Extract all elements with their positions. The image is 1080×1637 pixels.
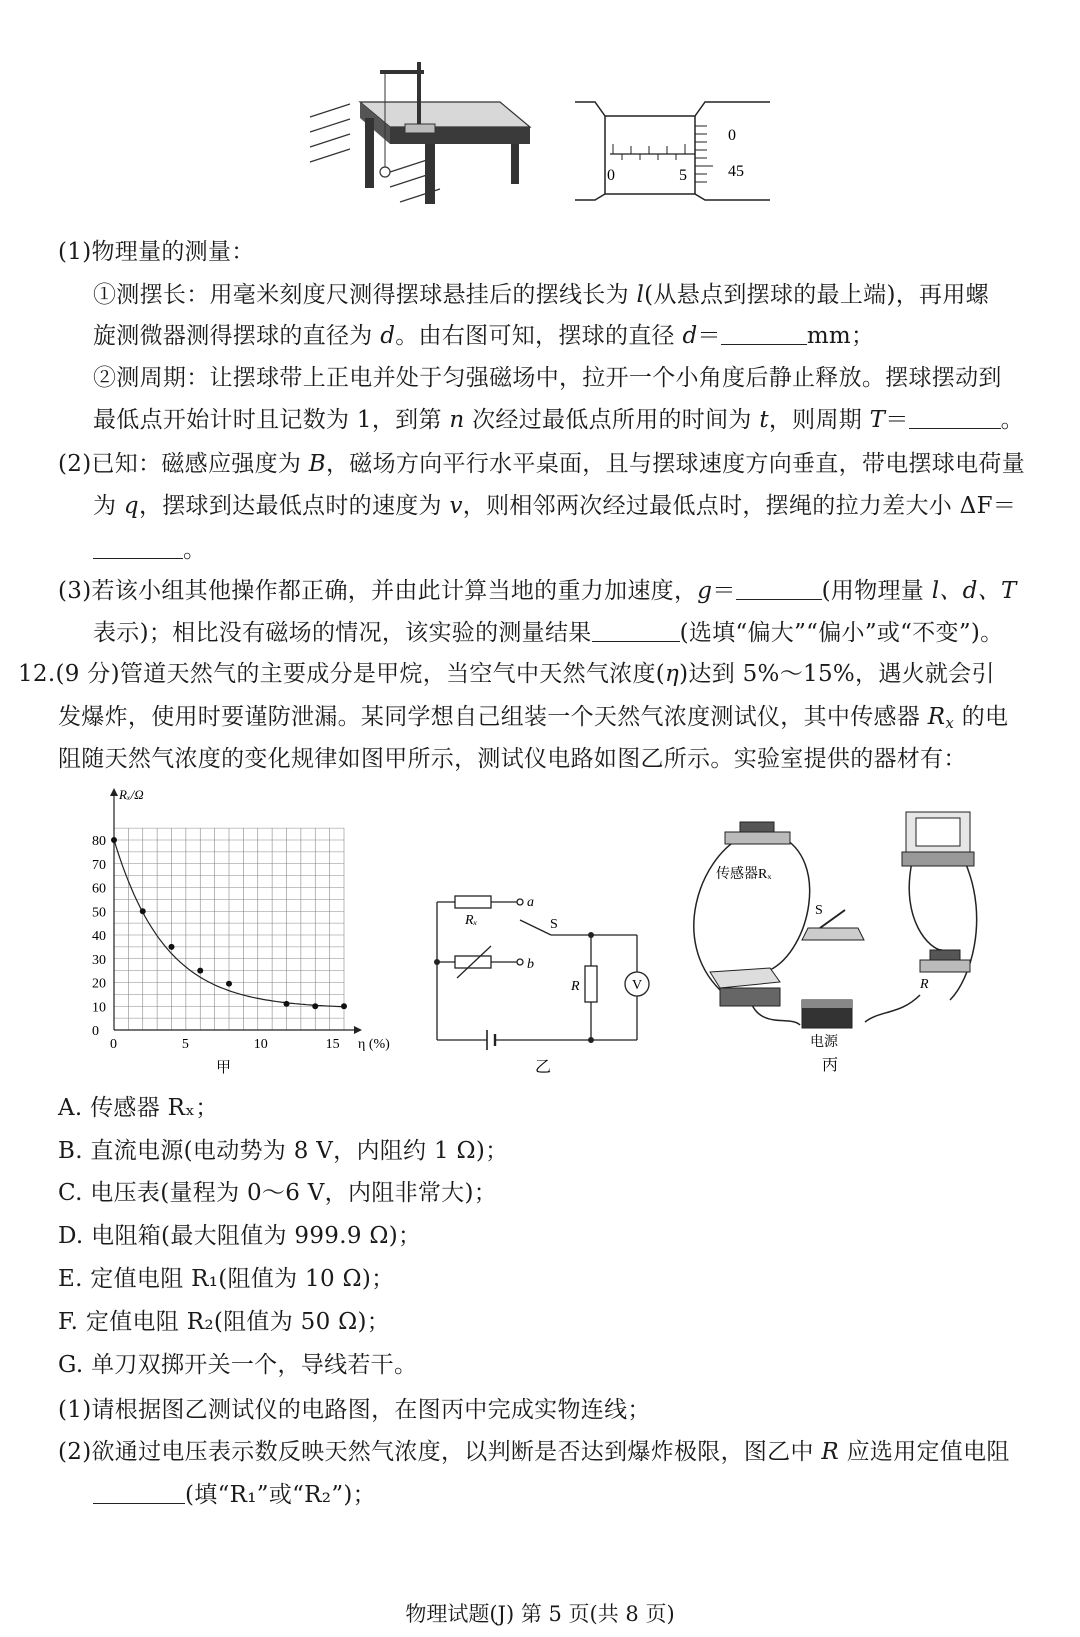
answer-blank-force-diff[interactable] [93,536,183,559]
y-tick-label: 20 [92,976,106,992]
q12-line2: 发爆炸，使用时要谨防泄漏。某同学想自己组装一个天然气浓度测试仪，其中传感器 $R_x$ 的电 [58,704,1009,732]
x-axis-label: η (%) [358,1037,390,1052]
q11-part2-line2: 为 q，摆球到达最低点时的速度为 v，则相邻两次经过最低点时，摆绳的拉力差大小 ΔF＝ [93,493,1017,519]
bing-r-resistor [920,950,970,972]
answer-blank-result[interactable] [592,619,680,642]
yi-label-s: S [550,917,558,932]
y-tick-label: 10 [92,1000,106,1016]
x-axis-arrow [354,1026,362,1034]
yi-r-resistor [585,966,597,1002]
q11-part1-a-line1: ①测摆长：用毫米刻度尺测得摆球悬挂后的摆线长为 l(从悬点到摆球的最上端)，再用螺 [93,282,989,308]
bing-caption: 丙 [822,1057,839,1074]
chart-jia [82,785,412,1085]
yi-label-b: b [527,957,534,972]
data-point [284,1001,290,1007]
q11-part1-head: (1)物理量的测量： [58,239,255,265]
data-point [312,1003,318,1009]
q12-sub2-line1: (2)欲通过电压表示数反映天然气浓度，以判断是否达到爆炸极限，图乙中 R 应选用定值电阻 [58,1439,1010,1465]
yi-label-rx: Rₓ [465,913,478,928]
q12-sub2-line2: (填“R₁”或“R₂”)； [93,1480,376,1510]
yi-rheostat [455,956,491,968]
bing-switch [802,910,864,940]
data-point [169,944,175,950]
yi-rx-resistor [455,896,491,908]
micrometer-scale-5: 5 [679,167,687,184]
q12-option-d: D. 电阻箱(最大阻值为 999.9 Ω)； [58,1223,422,1249]
y-tick-label: 50 [92,905,106,921]
y-tick-label: 80 [92,834,106,849]
bing-label-s: S [815,903,823,918]
bing-resistance-box [710,968,780,1006]
micrometer-thimble-0: 0 [728,127,736,144]
q12-option-g: G. 单刀双掷开关一个，导线若干。 [58,1352,418,1378]
bing-label-r: R [920,977,929,992]
micrometer-thimble-45: 45 [728,163,744,180]
y-tick-label: 30 [92,952,106,968]
x-tick-label: 0 [110,1037,117,1052]
answer-blank-period[interactable] [909,406,1001,429]
y-tick-label: 0 [92,1024,99,1039]
y-tick-label: 60 [92,881,106,897]
bing-voltmeter [902,812,974,866]
data-point [140,908,146,914]
q12-option-e: E. 定值电阻 R₁(阻值为 10 Ω)； [58,1266,395,1292]
q11-part2-line3: 。 [93,535,206,565]
circuit-yi [425,880,660,1080]
answer-blank-resistor-choice[interactable] [93,1481,185,1504]
pendulum-apparatus-figure [305,62,540,212]
q12-option-b: B. 直流电源(电动势为 8 V，内阻约 1 Ω)； [58,1138,509,1164]
chart-title: 甲 [216,1060,232,1076]
data-point [341,1003,347,1009]
q12-sub1: (1)请根据图乙测试仪的电路图，在图丙中完成实物连线； [58,1397,651,1423]
bing-label-sensor: 传感器Rₓ [716,867,772,882]
q11-part2-line1: (2)已知：磁感应强度为 B，磁场方向平行水平桌面，且与摆球速度方向垂直，带电摆球电荷量 [58,451,1025,477]
x-tick-label: 15 [325,1037,340,1052]
q12-line1: 12.(9 分)管道天然气的主要成分是甲烷，当空气中天然气浓度(η)达到 5%～15%，遇火就会引 [18,661,995,687]
page-footer: 物理试题(J) 第 5 页(共 8 页) [405,1602,675,1626]
yi-caption: 乙 [535,1059,552,1076]
circuit-bing [680,800,980,1085]
q11-part1-a-line2: 旋测微器测得摆球的直径为 d。由右图可知，摆球的直径 d＝ mm； [93,323,875,349]
q11-part3-line1: (3)若该小组其他操作都正确，并由此计算当地的重力加速度，g＝ (用物理量 l、d、T [58,578,1017,604]
yi-label-a: a [527,895,534,910]
bing-power [802,1000,852,1028]
yi-label-r: R [571,979,580,994]
data-point [226,981,232,987]
q11-part1-b-line2: 最低点开始计时且记数为 1，到第 n 次经过最低点所用的时间为 t，则周期 T＝ 。 [93,407,1024,433]
q12-option-f: F. 定值电阻 R₂(阻值为 50 Ω)； [58,1309,391,1335]
data-point [111,837,117,843]
q12-line3: 阻随天然气浓度的变化规律如图甲所示，测试仪电路如图乙所示。实验室提供的器材有： [58,746,967,772]
q11-part1-b-line1: ②测周期：让摆球带上正电并处于匀强磁场中，拉开一个小角度后静止释放。摆球摆动到 [93,365,1002,391]
y-tick-label: 70 [92,857,106,873]
yi-label-v: V [632,978,643,993]
bing-label-power: 电源 [810,1035,838,1050]
data-point [197,968,203,974]
q12-option-c: C. 电压表(量程为 0～6 V，内阻非常大)； [58,1180,498,1206]
y-axis-arrow [110,788,118,796]
x-tick-label: 5 [181,1037,189,1052]
micrometer-scale-0: 0 [607,167,615,184]
micrometer-figure [575,96,775,206]
q11-part3-line2: 表示)；相比没有磁场的情况，该实验的测量结果 (选填“偏大”“偏小”或“不变”)。 [93,620,1004,646]
bing-sensor [725,822,790,844]
y-axis-label: Rₓ/Ω [119,787,144,802]
answer-blank-g[interactable] [736,577,822,600]
answer-blank-diameter[interactable] [721,322,807,345]
x-tick-label: 10 [253,1037,268,1052]
q12-option-a: A. 传感器 Rₓ； [58,1095,219,1121]
y-tick-label: 40 [92,929,106,944]
